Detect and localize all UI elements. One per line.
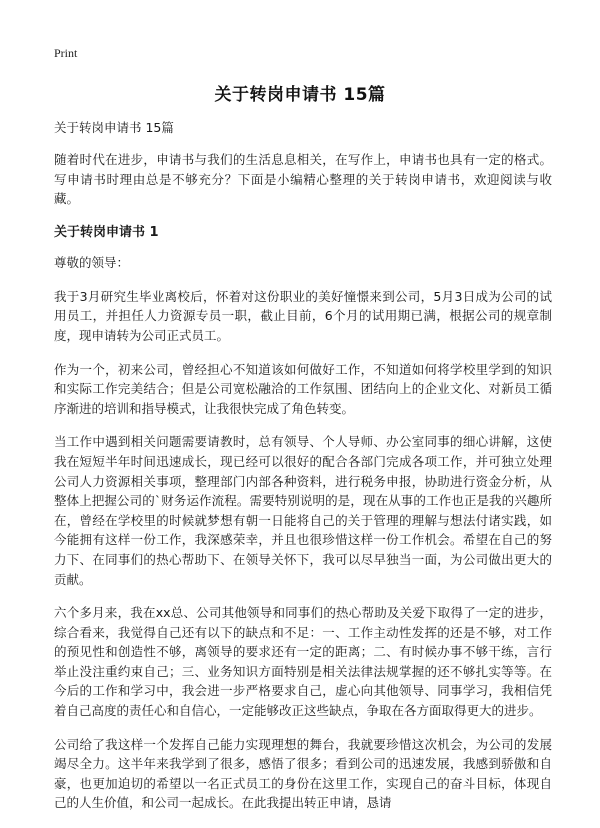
body-paragraph: 公司给了我这样一个发挥自己能力实现理想的舞台，我就要珍惜这次机会，为公司的发展竭尽全力。这半年来我学到了很多，感悟了很多；看到公司的迅速发展，我感到骄傲和自豪，也更加迫切的希望以一名正式员工的身份在这里工作，实现自己的奋斗目标，体现自己的人生价值，和公司一起成长。在此我提出转正申请，恳请 xyxy=(54,736,552,811)
print-link[interactable]: Print xyxy=(54,46,78,60)
document-title: 关于转岗申请书 15篇 xyxy=(214,85,386,105)
intro-paragraph: 随着时代在进步，申请书与我们的生活息息相关，在写作上，申请书也具有一定的格式。写申请书时理由总是不够充分？下面是小编精心整理的关于转岗申请书，欢迎阅读与收藏。 xyxy=(54,152,552,207)
body-paragraph: 我于3月研究生毕业离校后，怀着对这份职业的美好憧憬来到公司，5月3日成为公司的试用员工，并担任人力资源专员一职，截止目前，6个月的试用期已满，根据公司的规章制度，现申请转为公司正式员工。 xyxy=(54,288,552,343)
document-subtitle: 关于转岗申请书 15篇 xyxy=(54,120,174,135)
body-paragraph: 当工作中遇到相关问题需要请教时，总有领导、个人导师、办公室同事的细心讲解，这使我在短短半年时间迅速成长，现已经可以很好的配合各部门完成各项工作，并可独立处理公司人力资源相关事项，整理部门内部各种资料，进行税务申报，协助进行资金分析，从整体上把握公司的`财务运作流程。需要特别说明的是，现在从事的工作也正是我的兴趣所在，曾经在学校里的时候就梦想有朝一日能将自己的关于管理的理解与想法付诸实践，如今能拥有这样一份工作，我深感荣幸，并且也很珍惜这样一份工作机会。希望在自己的努力下、在同事们的热心帮助下、在领导关怀下，我可以尽早独当一面，为公司做出更大的贡献。 xyxy=(54,434,552,587)
section-heading: 关于转岗申请书 1 xyxy=(54,224,159,240)
body-paragraph: 六个多月来，我在xx总、公司其他领导和同事们的热心帮助及关爱下取得了一定的进步，综合看来，我觉得自己还有以下的缺点和不足：一、工作主动性发挥的还是不够，对工作的预见性和创造性不够，离领导的要求还有一定的距离；二、有时候办事不够干练，言行举止没注重约束自己；三、业务知识方面特别是相关法律法规掌握的还不够扎实等等。在今后的工作和学习中，我会进一步严格要求自己，虚心向其他领导、同事学习，我相信凭着自己高度的责任心和自信心，一定能够改正这些缺点，争取在各方面取得更大的进步。 xyxy=(54,605,552,719)
document-body xyxy=(54,118,552,827)
body-paragraph: 作为一个，初来公司，曾经担心不知道该如何做好工作，不知道如何将学校里学到的知识和实际工作完美结合；但是公司宽松融洽的工作氛围、团结向上的企业文化、对新员工循序渐进的培训和指导模式，让我很快完成了角色转变。 xyxy=(54,361,552,416)
letter-greeting: 尊敬的领导： xyxy=(54,254,130,270)
